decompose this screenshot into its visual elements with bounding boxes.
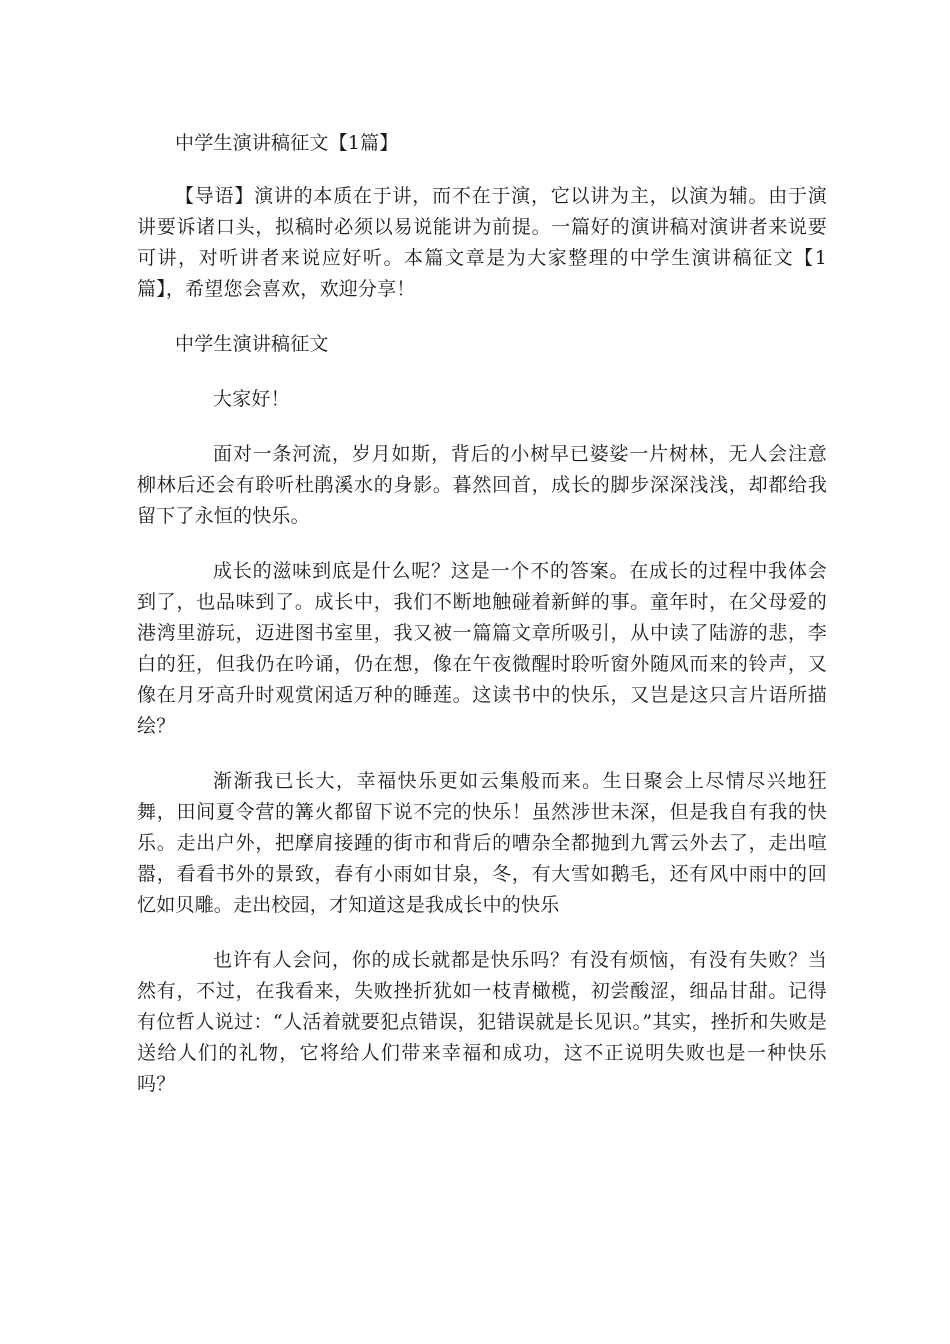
greeting-line: 大家好！: [213, 388, 290, 410]
document-title: 中学生演讲稿征文【1篇】: [175, 132, 399, 154]
section-subtitle: 中学生演讲稿征文: [175, 333, 329, 355]
document-page: [137, 128, 827, 1100]
body-paragraph-4: 也许有人会问，你的成长就都是快乐吗？有没有烦恼，有没有失败？当然有，不过，在我看来，失败挫折犹如一枝青橄榄，初尝酸涩，细品甘甜。记得有位哲人说过：“人活着就要犯点错误，犯错误就是长见识。”其实，挫折和失败是送给人们的礼物，它将给人们带来幸福和成功，这不正说明失败也是一种快乐吗？: [137, 949, 827, 1095]
body-paragraph-3: 渐渐我已长大，幸福快乐更如云集般而来。生日聚会上尽情尽兴地狂舞，田间夏令营的篝火都留下说不完的快乐！虽然涉世未深，但是我自有我的快乐。走出户外，把摩肩接踵的街市和背后的嘈杂全都抛到九霄云外去了，走出喧嚣，看看书外的景致，春有小雨如甘泉，冬，有大雪如鹅毛，还有风中雨中的回忆如贝雕。走出校园，才知道这是我成长中的快乐: [137, 770, 827, 916]
body-paragraph-1: 面对一条河流，岁月如斯，背后的小树早已婆娑一片树林，无人会注意柳林后还会有聆听杜鹃溪水的身影。暮然回首，成长的脚步深深浅浅，却都给我留下了永恒的快乐。: [137, 443, 827, 527]
intro-paragraph: 【导语】演讲的本质在于讲，而不在于演，它以讲为主，以演为辅。由于演讲要诉诸口头，拟稿时必须以易说能讲为前提。一篇好的演讲稿对演讲者来说要可讲，对听讲者来说应好听。本篇文章是为大家整理的中学生演讲稿征文【1篇】，希望您会喜欢，欢迎分享！: [137, 185, 827, 300]
body-paragraph-2: 成长的滋味到底是什么呢？这是一个不的答案。在成长的过程中我体会到了，也品味到了。成长中，我们不断地触碰着新鲜的事。童年时，在父母爱的港湾里游玩，迈进图书室里，我又被一篇篇文章所吸引，从中读了陆游的悲，李白的狂，但我仍在吟诵，仍在想，像在午夜微醒时聆听窗外随风而来的铃声，又像在月牙高升时观赏闲适万种的睡莲。这读书中的快乐，又岂是这只言片语所描绘？: [137, 560, 827, 737]
